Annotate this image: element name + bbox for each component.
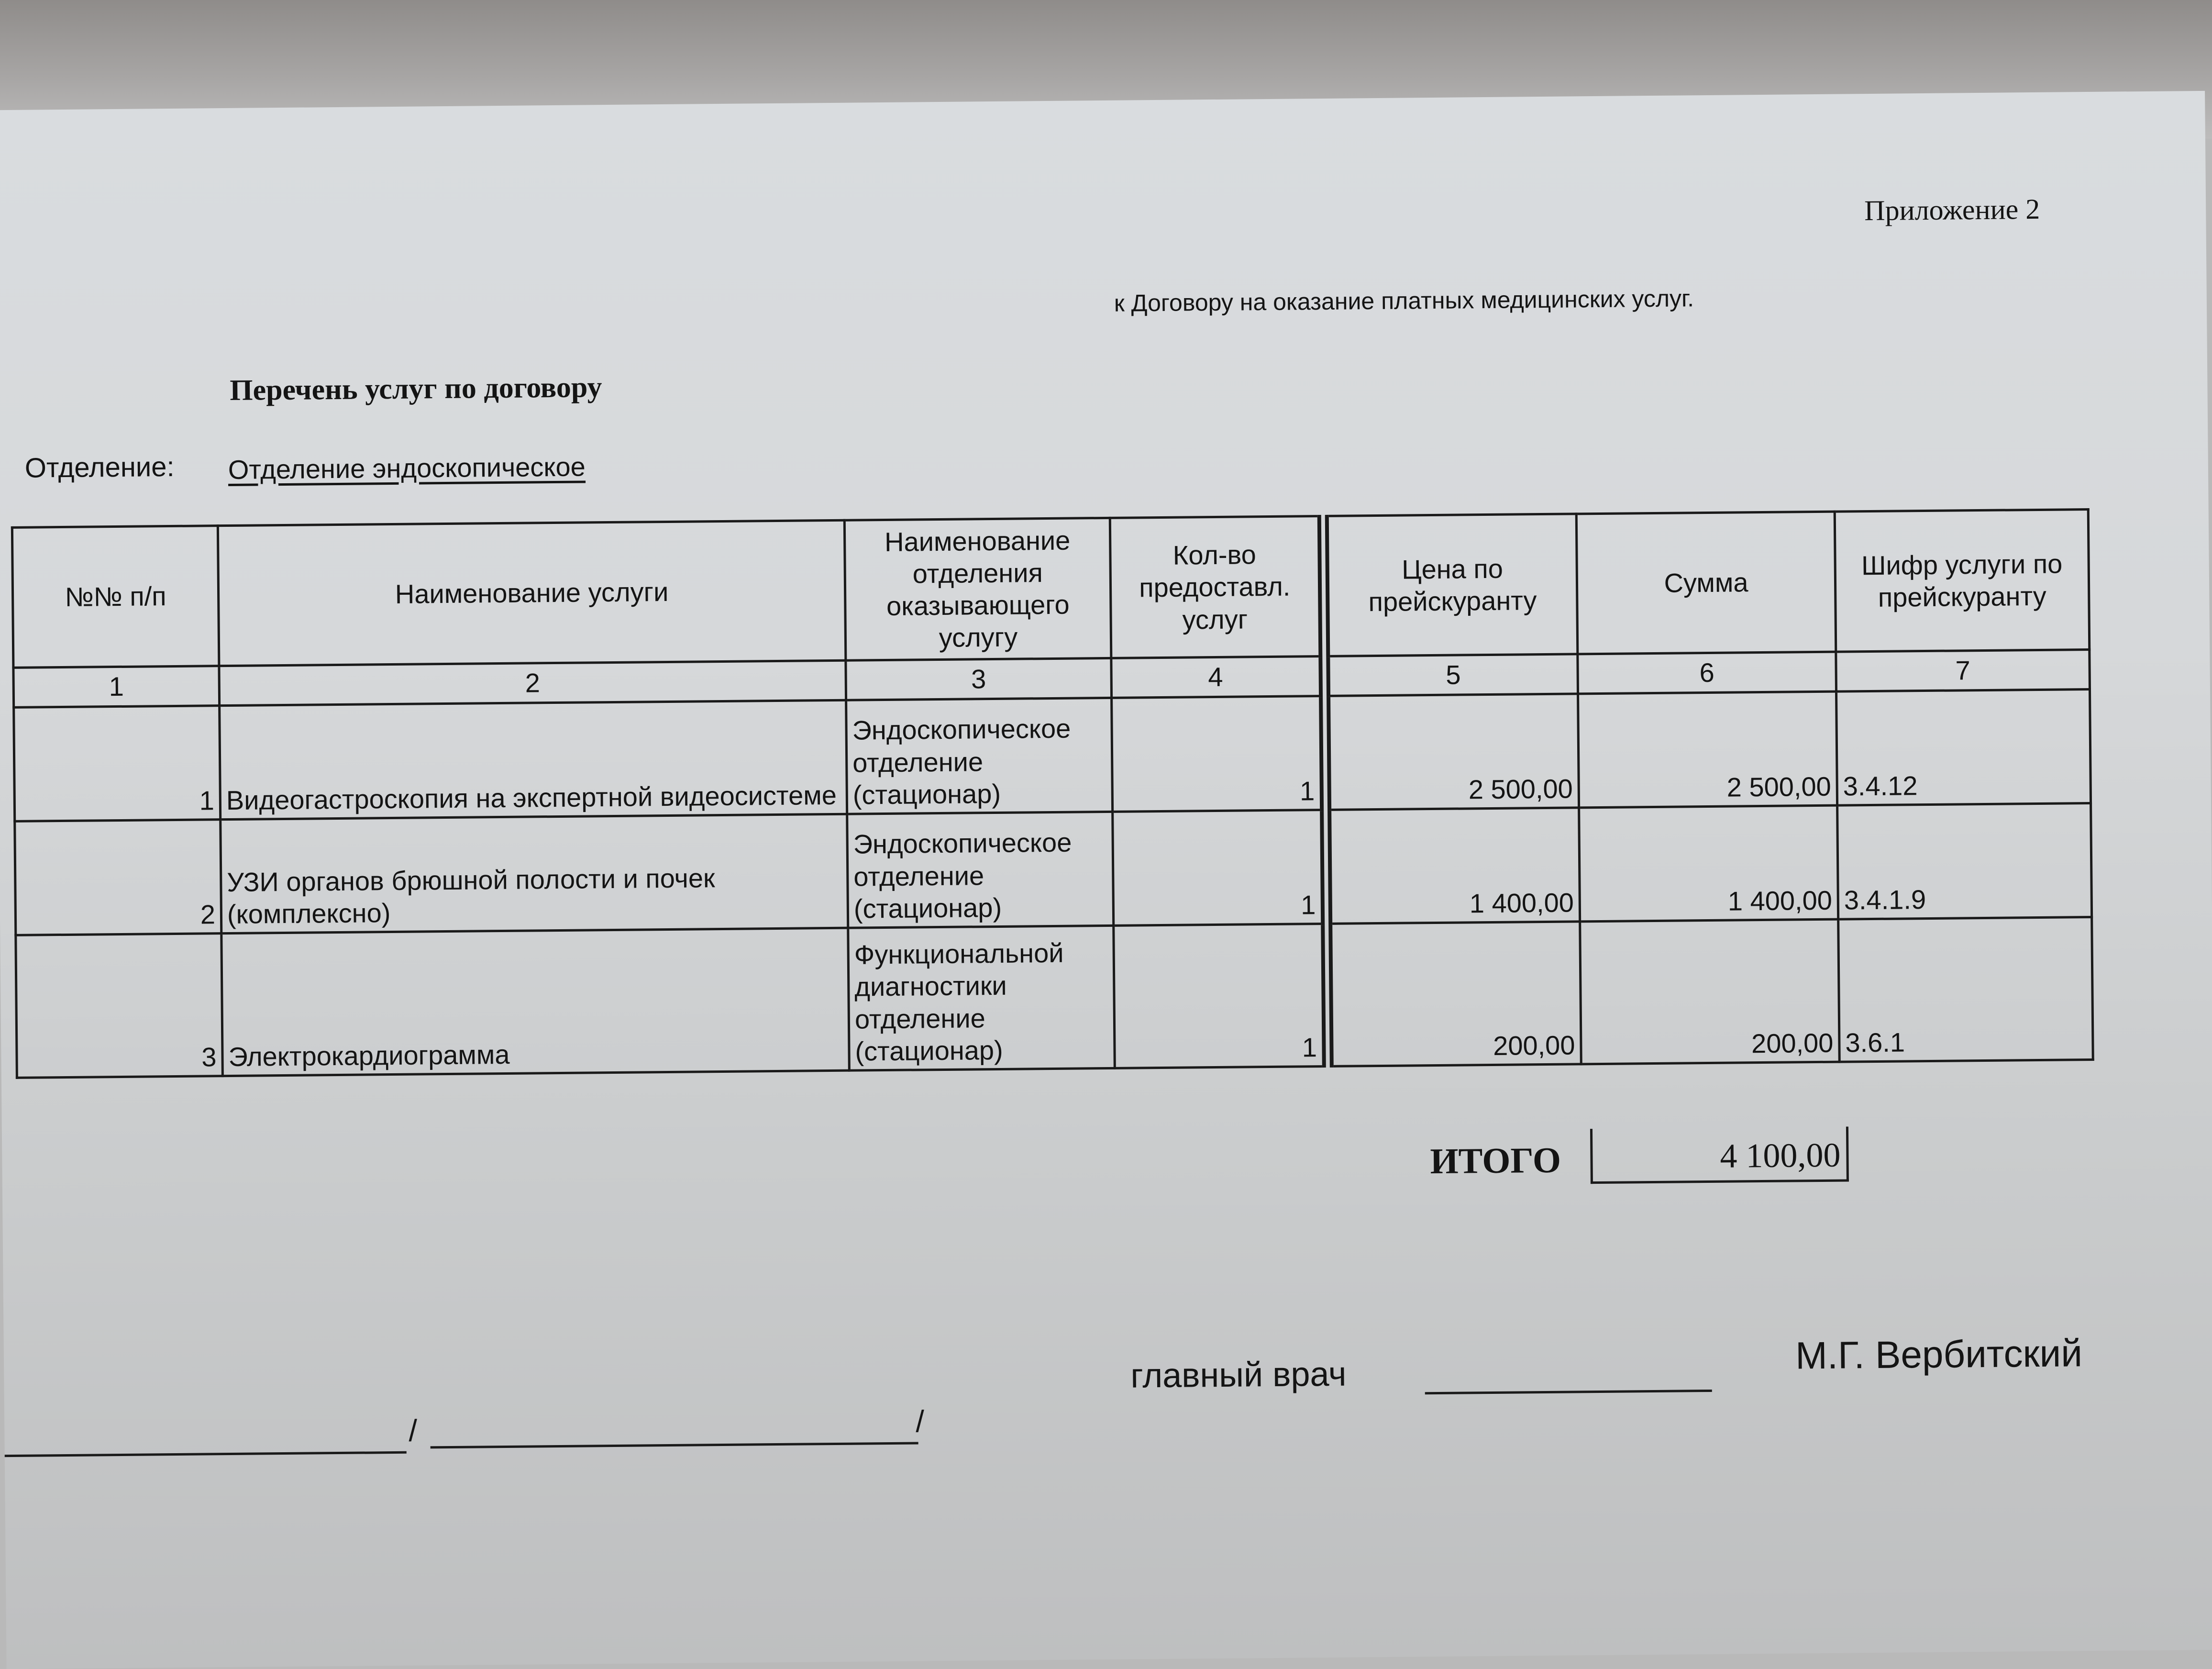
signature-line-left <box>5 1451 407 1457</box>
column-header-department: Наименование отделения оказывающего услугу <box>844 518 1111 660</box>
service-sum: 200,00 <box>1580 919 1840 1064</box>
service-price: 1 400,00 <box>1326 808 1580 924</box>
total-label: ИТОГО <box>1430 1140 1561 1182</box>
service-code: 3.4.1.9 <box>1837 803 2092 920</box>
chief-signature-line <box>1425 1390 1712 1394</box>
table-row <box>16 917 2093 1078</box>
column-header-quantity: Кол-во предоставл. услуг <box>1110 516 1324 658</box>
service-code: 3.4.12 <box>1836 690 2091 806</box>
column-header-sum: Сумма <box>1576 512 1836 654</box>
signature-separator: / <box>915 1404 925 1439</box>
row-number: 3 <box>16 934 223 1078</box>
chief-doctor-label: главный врач <box>1130 1355 1347 1395</box>
column-number: 2 <box>219 660 846 705</box>
table-row <box>15 803 2092 935</box>
service-sum: 1 400,00 <box>1579 805 1838 922</box>
signature-line-middle <box>431 1442 918 1448</box>
table-header-row <box>12 510 2089 668</box>
service-department: Эндоскопическое отделение (стационар) <box>847 812 1114 928</box>
service-code: 3.6.1 <box>1838 917 2093 1062</box>
row-number: 1 <box>14 706 221 822</box>
service-name: Видеогастроскопия на экспертной видеосистеме <box>220 700 847 819</box>
column-header-service: Наименование услуги <box>218 520 846 666</box>
service-sum: 2 500,00 <box>1578 691 1837 808</box>
column-number: 7 <box>1836 650 2090 692</box>
signature-separator: / <box>409 1413 418 1448</box>
appendix-label: Приложение 2 <box>1864 193 2040 227</box>
column-number: 1 <box>13 666 220 708</box>
row-number: 2 <box>15 820 221 935</box>
page-title: Перечень услуг по договору <box>230 371 602 407</box>
service-price: 200,00 <box>1327 922 1582 1067</box>
services-table <box>11 508 2094 1079</box>
column-header-price: Цена по прейскуранту <box>1323 514 1578 656</box>
service-name: УЗИ органов брюшной полости и почек (комплексно) <box>221 814 848 933</box>
chief-doctor-name: М.Г. Вербитский <box>1795 1332 2083 1377</box>
service-name: Электрокардиограмма <box>221 928 850 1076</box>
column-number: 3 <box>846 658 1112 700</box>
column-number: 5 <box>1324 654 1578 696</box>
department-label: Отделение: <box>24 451 175 484</box>
service-quantity: 1 <box>1113 810 1327 925</box>
total-value: 4 100,00 <box>1590 1126 1849 1184</box>
service-price: 2 500,00 <box>1325 694 1579 810</box>
service-department: Эндоскопическое отделение (стационар) <box>846 698 1113 814</box>
service-quantity: 1 <box>1112 696 1326 812</box>
service-quantity: 1 <box>1114 924 1328 1068</box>
table-row <box>14 690 2091 822</box>
column-number: 6 <box>1578 652 1836 694</box>
column-header-code: Шифр услуги по прейскуранту <box>1835 510 2090 652</box>
department-value: Отделение эндоскопическое <box>228 451 586 485</box>
column-header-number: №№ п/п <box>12 526 219 668</box>
contract-reference: к Договору на оказание платных медицинских услуг. <box>1114 285 1694 317</box>
service-department: Функциональной диагностики отделение (стационар) <box>848 925 1115 1070</box>
column-number: 4 <box>1111 656 1325 698</box>
document-page <box>0 91 2212 1669</box>
